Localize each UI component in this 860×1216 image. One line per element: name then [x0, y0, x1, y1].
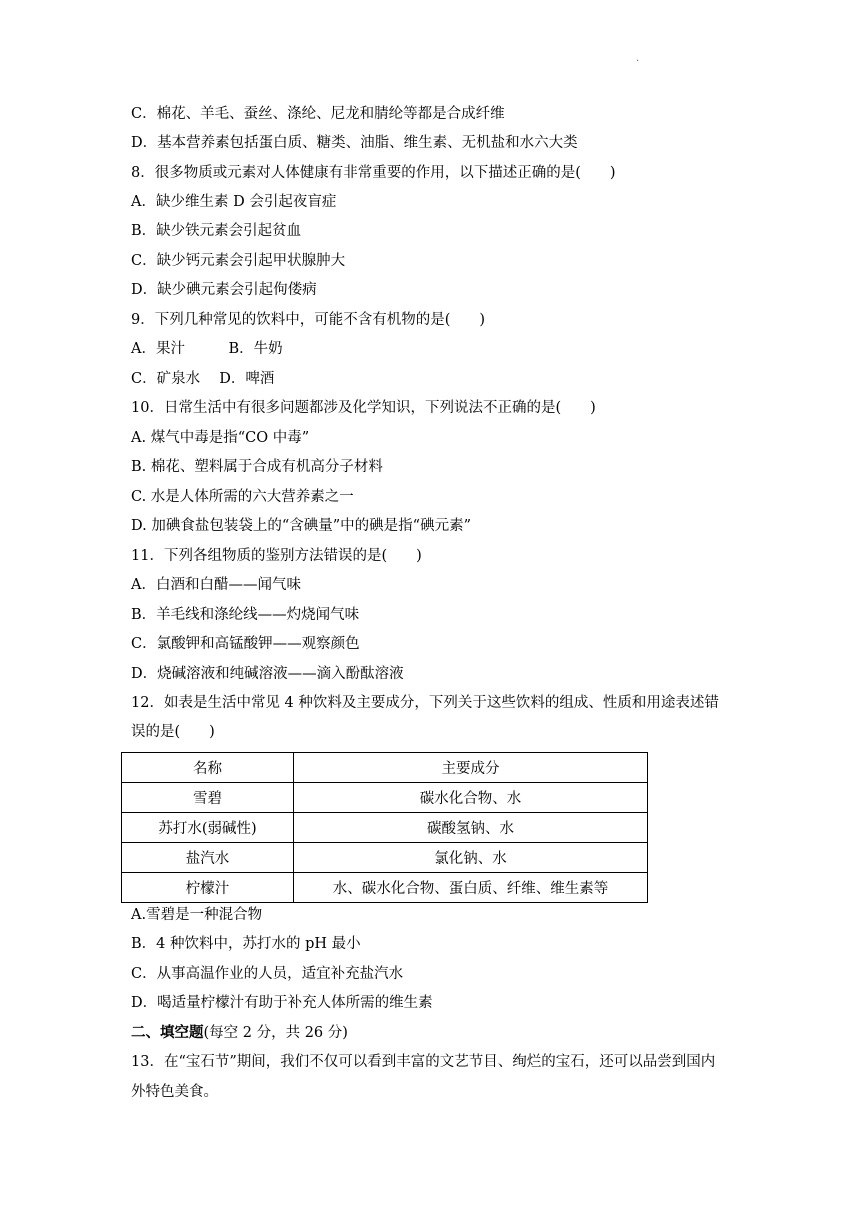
table-header-ingredients: 主要成分	[294, 753, 648, 783]
question-11: 11．下列各组物质的鉴别方法错误的是( )	[131, 548, 422, 564]
option-10c: C. 水是人体所需的六大营养素之一	[131, 489, 354, 505]
option-8b: B．缺少铁元素会引起贫血	[131, 223, 302, 239]
option-12c: C．从事高温作业的人员，适宜补充盐汽水	[131, 966, 404, 982]
section-2-title: 二、填空题	[131, 1024, 204, 1041]
question-13-line2: 外特色美食。	[131, 1084, 218, 1100]
options-9cd: C．矿泉水 D．啤酒	[131, 371, 275, 387]
option-7c: C．棉花、羊毛、蚕丝、涤纶、尼龙和腈纶等都是合成纤维	[131, 106, 505, 122]
question-12-line2: 误的是( )	[131, 724, 215, 740]
section-2-heading	[131, 1023, 348, 1043]
table-cell-name: 柠檬汁	[122, 873, 294, 903]
question-13-line1: 13．在“宝石节”期间，我们不仅可以看到丰富的文艺节目、绚烂的宝石，还可以品尝到国内	[131, 1054, 716, 1070]
table-row	[122, 783, 648, 813]
table-header-name: 名称	[122, 753, 294, 783]
question-12-line1: 12．如表是生活中常见 4 种饮料及主要成分，下列关于这些饮料的组成、性质和用途表述错	[131, 695, 719, 711]
table-row	[122, 813, 648, 843]
question-10: 10．日常生活中有很多问题都涉及化学知识，下列说法不正确的是( )	[131, 400, 596, 416]
option-10d: D. 加碘食盐包装袋上的“含碘量”中的碘是指“碘元素”	[131, 518, 471, 534]
table-header-row	[122, 753, 648, 783]
option-12d: D．喝适量柠檬汁有助于补充人体所需的维生素	[131, 995, 433, 1011]
table-cell-name: 苏打水(弱碱性)	[122, 813, 294, 843]
option-11a: A．白酒和白醋——闻气味	[131, 577, 301, 593]
header-mark: ·	[636, 56, 640, 67]
beverage-table	[121, 752, 648, 903]
option-7d: D．基本营养素包括蛋白质、糖类、油脂、维生素、无机盐和水六大类	[131, 135, 578, 151]
option-12b: B．4 种饮料中，苏打水的 pH 最小	[131, 936, 361, 952]
table-cell-name: 盐汽水	[122, 843, 294, 873]
option-10a: A. 煤气中毒是指“CO 中毒”	[131, 430, 310, 446]
section-2-note: (每空 2 分，共 26 分)	[203, 1025, 348, 1041]
table-cell-ingredients: 碳水化合物、水	[294, 783, 648, 813]
table-row	[122, 873, 648, 903]
option-8a: A．缺少维生素 D 会引起夜盲症	[131, 194, 337, 210]
table-cell-ingredients: 氯化钠、水	[294, 843, 648, 873]
option-11d: D．烧碱溶液和纯碱溶液——滴入酚酞溶液	[131, 666, 404, 682]
option-11b: B．羊毛线和涤纶线——灼烧闻气味	[131, 607, 360, 623]
question-8: 8．很多物质或元素对人体健康有非常重要的作用，以下描述正确的是( )	[131, 165, 616, 181]
options-9ab: A．果汁 B．牛奶	[131, 341, 283, 357]
table-cell-ingredients: 水、碳水化合物、蛋白质、纤维、维生素等	[294, 873, 648, 903]
question-9: 9．下列几种常见的饮料中，可能不含有机物的是( )	[131, 312, 486, 328]
option-12a: A.雪碧是一种混合物	[131, 907, 263, 923]
option-8c: C．缺少钙元素会引起甲状腺肿大	[131, 253, 346, 269]
option-10b: B. 棉花、塑料属于合成有机高分子材料	[131, 459, 383, 475]
table-cell-name: 雪碧	[122, 783, 294, 813]
option-11c: C．氯酸钾和高锰酸钾——观察颜色	[131, 636, 360, 652]
table-row	[122, 843, 648, 873]
table-cell-ingredients: 碳酸氢钠、水	[294, 813, 648, 843]
option-8d: D．缺少碘元素会引起佝偻病	[131, 282, 317, 298]
